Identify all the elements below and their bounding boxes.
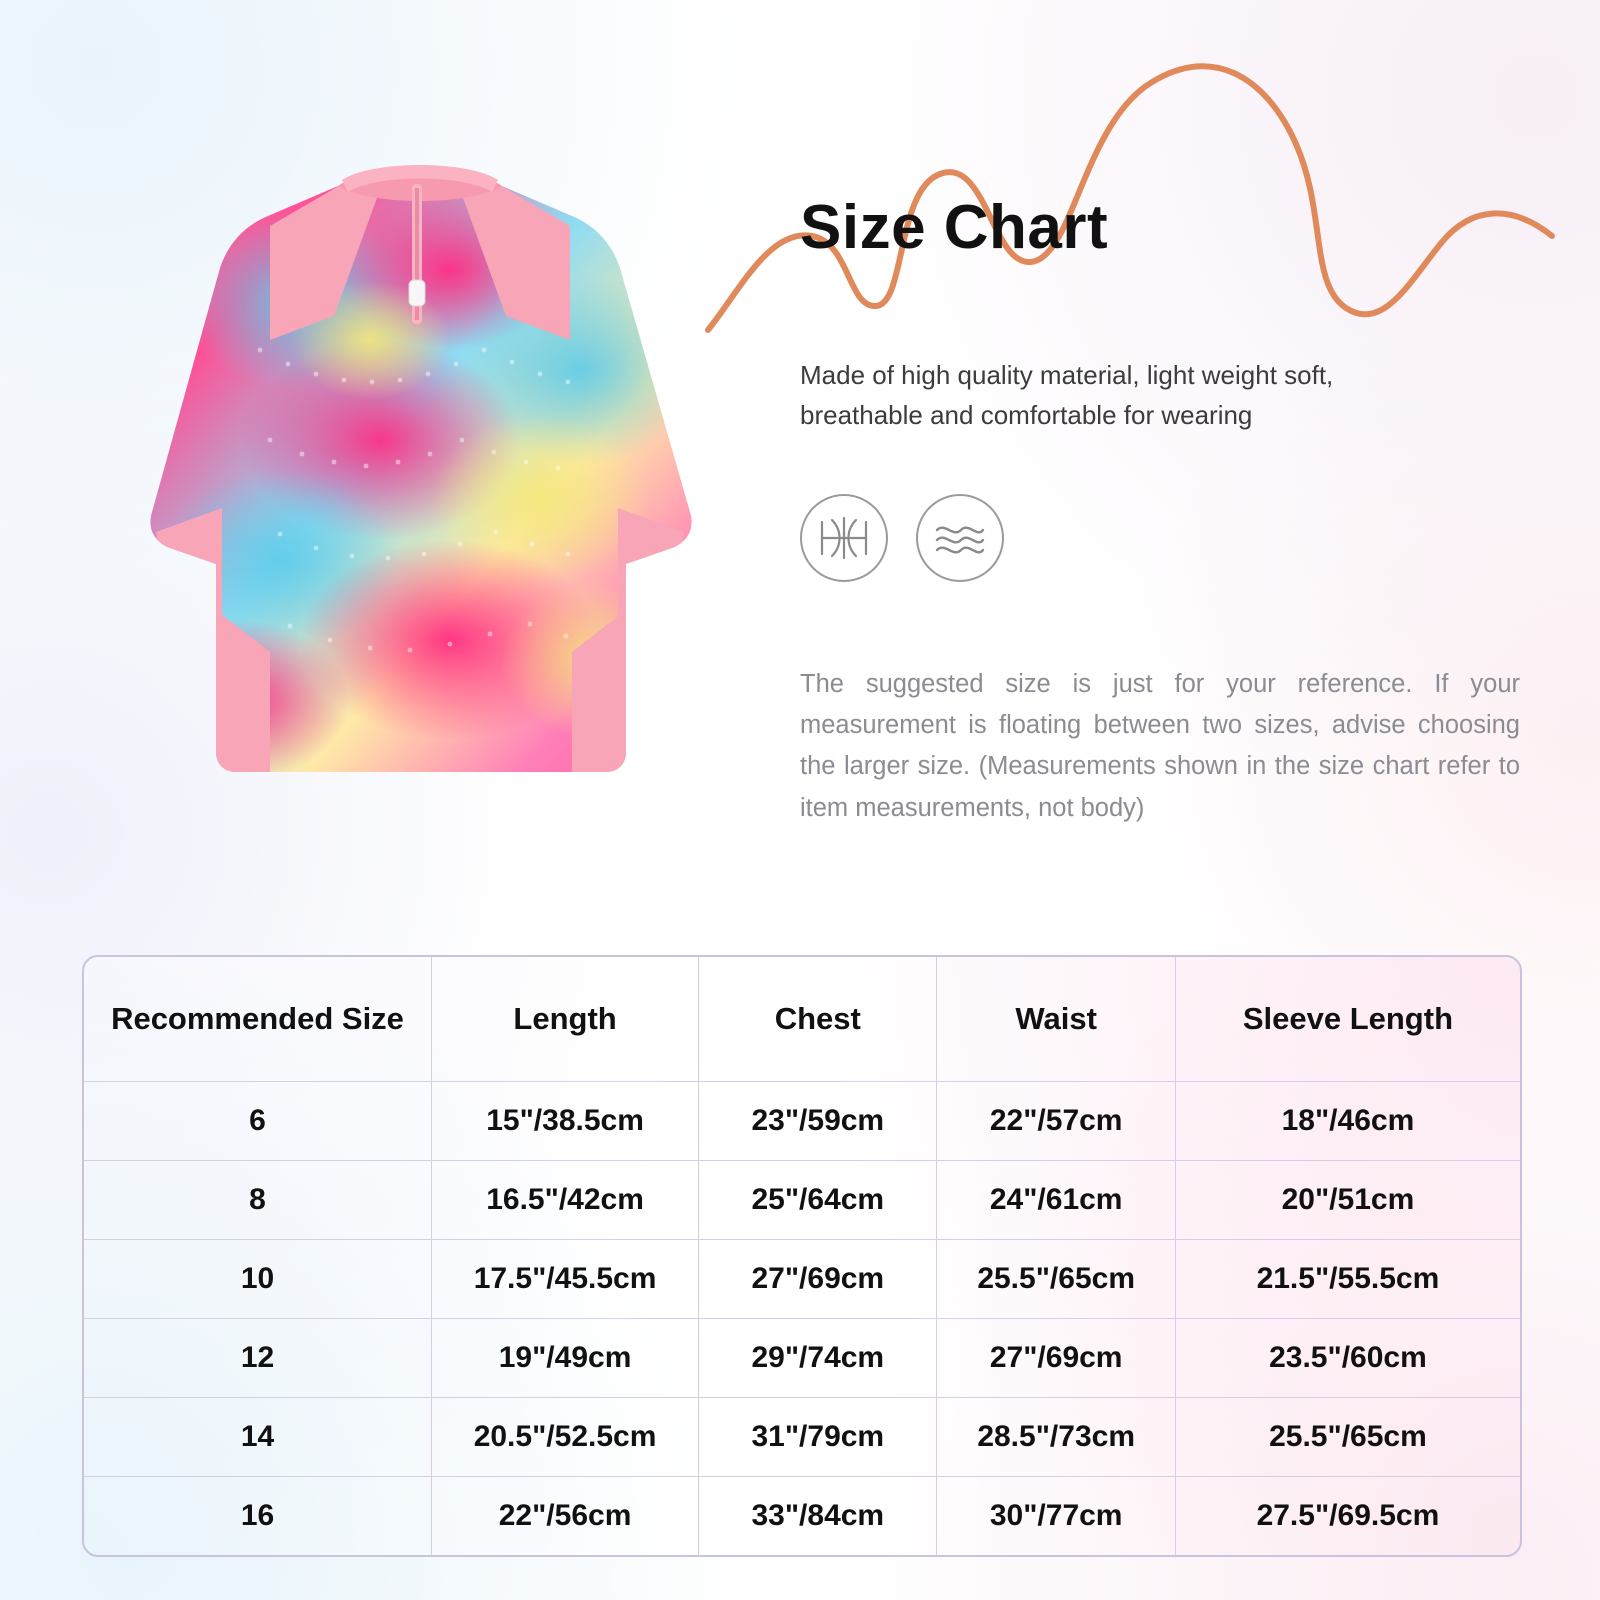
cell-chest: 31"/79cm bbox=[699, 1398, 937, 1477]
table-row bbox=[84, 1240, 1520, 1319]
info-column bbox=[800, 195, 1540, 854]
cell-sleeve: 23.5"/60cm bbox=[1175, 1319, 1520, 1398]
cell-length: 19"/49cm bbox=[432, 1319, 699, 1398]
column-header-size: Recommended Size bbox=[84, 957, 432, 1082]
cell-sleeve: 25.5"/65cm bbox=[1175, 1398, 1520, 1477]
cell-chest: 27"/69cm bbox=[699, 1240, 937, 1319]
cell-waist: 25.5"/65cm bbox=[937, 1240, 1175, 1319]
column-header-waist: Waist bbox=[937, 957, 1175, 1082]
cell-waist: 22"/57cm bbox=[937, 1082, 1175, 1161]
material-description: Made of high quality material, light weight soft, breathable and comfortable for wearing bbox=[800, 360, 1334, 431]
table-header-row bbox=[84, 957, 1520, 1082]
cell-length: 22"/56cm bbox=[432, 1477, 699, 1556]
feature-badges bbox=[800, 494, 1540, 582]
cell-size: 14 bbox=[84, 1398, 432, 1477]
cell-sleeve: 27.5"/69.5cm bbox=[1175, 1477, 1520, 1556]
product-image bbox=[120, 140, 720, 820]
cell-length: 16.5"/42cm bbox=[432, 1161, 699, 1240]
cell-sleeve: 20"/51cm bbox=[1175, 1161, 1520, 1240]
cell-size: 16 bbox=[84, 1477, 432, 1556]
table-row bbox=[84, 1477, 1520, 1556]
cell-waist: 24"/61cm bbox=[937, 1161, 1175, 1240]
column-header-sleeve-length: Sleeve Length bbox=[1175, 957, 1520, 1082]
cell-length: 20.5"/52.5cm bbox=[432, 1398, 699, 1477]
cell-waist: 28.5"/73cm bbox=[937, 1398, 1175, 1477]
cell-size: 10 bbox=[84, 1240, 432, 1319]
cell-size: 12 bbox=[84, 1319, 432, 1398]
table-row bbox=[84, 1319, 1520, 1398]
quick-dry-waves-icon bbox=[916, 494, 1004, 582]
table-row bbox=[84, 1398, 1520, 1477]
table-row bbox=[84, 1082, 1520, 1161]
cell-chest: 23"/59cm bbox=[699, 1082, 937, 1161]
sizing-note: The suggested size is just for your reference. If your measurement is floating between two sizes, advise choosing the larger size. (Measurements shown in the size chart refer to item measurements, not body) bbox=[800, 669, 1520, 822]
cell-size: 6 bbox=[84, 1082, 432, 1161]
stretch-fabric-icon bbox=[800, 494, 888, 582]
size-table bbox=[82, 955, 1522, 1557]
cell-chest: 33"/84cm bbox=[699, 1477, 937, 1556]
cell-waist: 30"/77cm bbox=[937, 1477, 1175, 1556]
cell-sleeve: 18"/46cm bbox=[1175, 1082, 1520, 1161]
cell-chest: 25"/64cm bbox=[699, 1161, 937, 1240]
cell-length: 15"/38.5cm bbox=[432, 1082, 699, 1161]
cell-chest: 29"/74cm bbox=[699, 1319, 937, 1398]
table-row bbox=[84, 1161, 1520, 1240]
cell-length: 17.5"/45.5cm bbox=[432, 1240, 699, 1319]
cell-waist: 27"/69cm bbox=[937, 1319, 1175, 1398]
cell-sleeve: 21.5"/55.5cm bbox=[1175, 1240, 1520, 1319]
page-title: Size Chart bbox=[800, 193, 1109, 262]
cell-size: 8 bbox=[84, 1161, 432, 1240]
column-header-chest: Chest bbox=[699, 957, 937, 1082]
column-header-length: Length bbox=[432, 957, 699, 1082]
